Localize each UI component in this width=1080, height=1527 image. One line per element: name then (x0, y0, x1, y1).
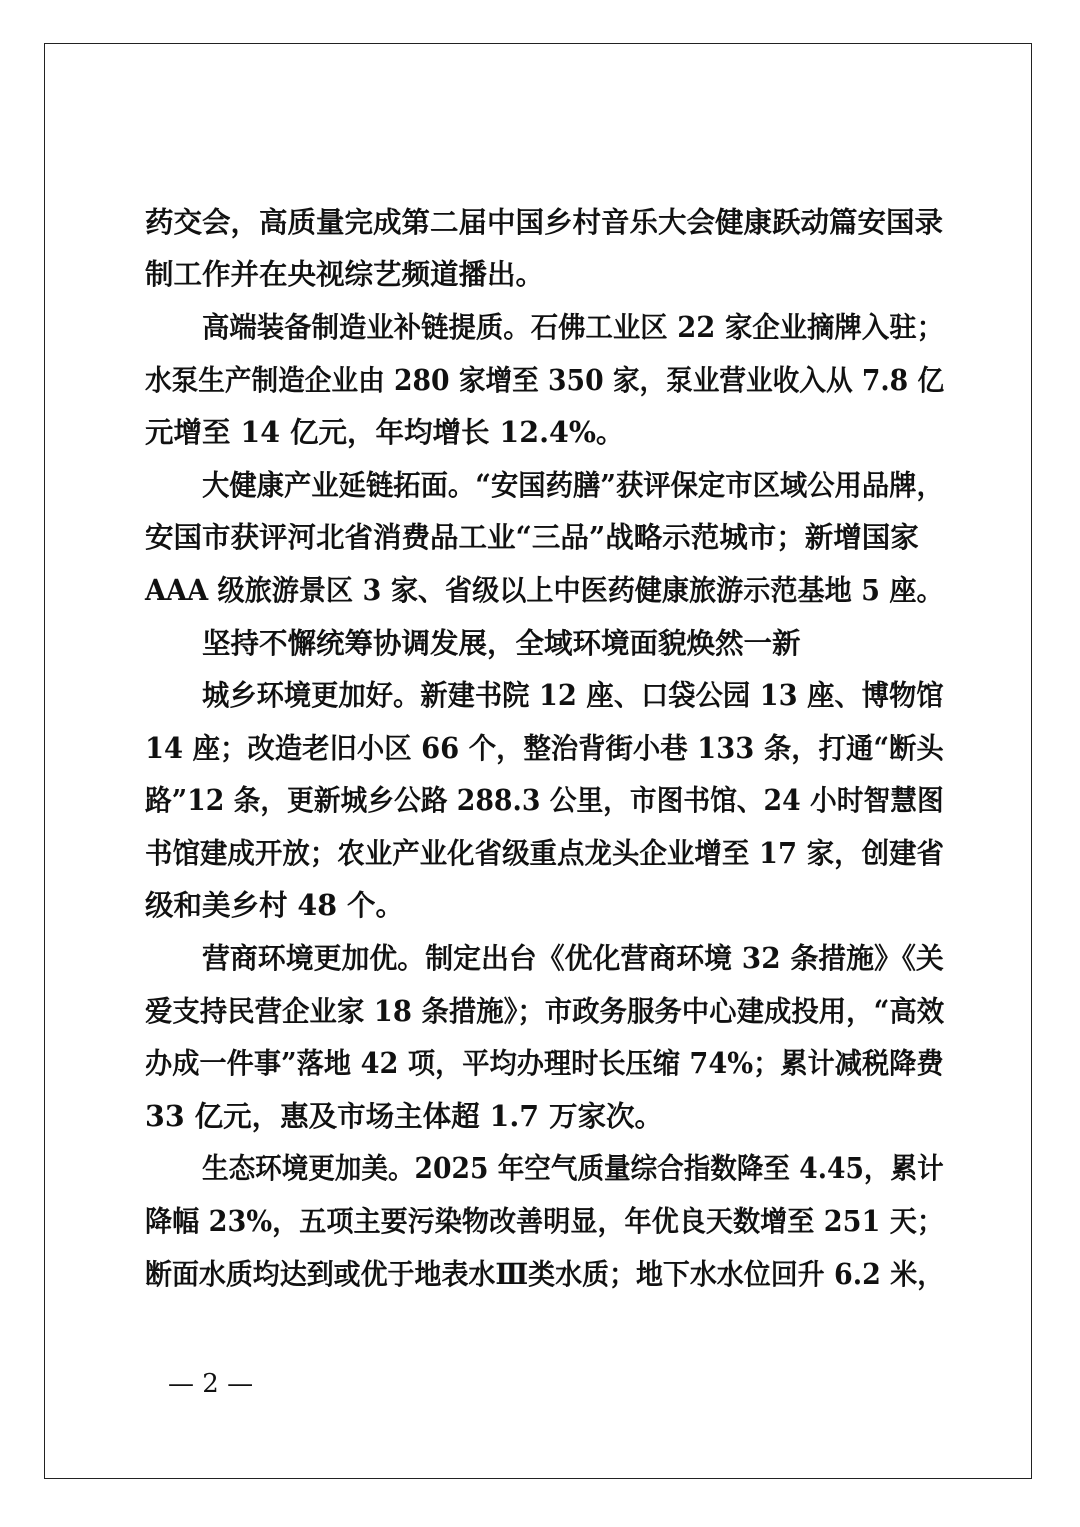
text-line: 药交会，高质量完成第二届中国乡村音乐大会健康跃动篇安国录 (145, 205, 944, 239)
text-line: 路”12 条，更新城乡公路 288.3 公里，市图书馆、24 小时智慧图 (145, 783, 944, 817)
text-line: 级和美乡村 48 个。 (145, 888, 405, 922)
text-line: 断面水质均达到或优于地表水Ⅲ类水质；地下水水位回升 6.2 米， (145, 1257, 945, 1291)
text-line: 城乡环境更加好。新建书院 12 座、口袋公园 13 座、博物馆 (202, 678, 944, 712)
text-line: AAA 级旅游景区 3 家、省级以上中医药健康旅游示范基地 5 座。 (145, 573, 944, 607)
text-line: 营商环境更加优。制定出台《优化营商环境 32 条措施》《关 (202, 941, 944, 975)
text-line: 爱支持民营企业家 18 条措施》；市政务服务中心建成投用，“高效 (145, 994, 945, 1028)
page-number: — 2 — (168, 1369, 254, 1399)
text-line: 14 座；改造老旧小区 66 个，整治背街小巷 133 条，打通“断头 (145, 731, 944, 765)
text-line: 高端装备制造业补链提质。石佛工业区 22 家企业摘牌入驻； (202, 310, 944, 344)
text-line: 水泵生产制造企业由 280 家增至 350 家，泵业营业收入从 7.8 亿 (145, 363, 945, 397)
text-line: 元增至 14 亿元，年均增长 12.4%。 (145, 415, 625, 449)
text-line: 书馆建成开放；农业产业化省级重点龙头企业增至 17 家，创建省 (145, 836, 945, 870)
text-line: 降幅 23%，五项主要污染物改善明显，年优良天数增至 251 天； (145, 1204, 945, 1238)
text-line: 生态环境更加美。2025 年空气质量综合指数降至 4.45，累计 (202, 1151, 944, 1185)
text-line: 制工作并在央视综艺频道播出。 (145, 257, 545, 291)
section-heading: 坚持不懈统筹协调发展，全域环境面貌焕然一新 (202, 626, 801, 660)
text-line: 安国市获评河北省消费品工业“三品”战略示范城市；新增国家 (145, 520, 919, 554)
text-line: 大健康产业延链拓面。“安国药膳”获评保定市区域公用品牌， (202, 468, 944, 502)
text-line: 办成一件事”落地 42 项，平均办理时长压缩 74%；累计减税降费 (145, 1046, 944, 1080)
text-line: 33 亿元，惠及市场主体超 1.7 万家次。 (145, 1099, 664, 1133)
